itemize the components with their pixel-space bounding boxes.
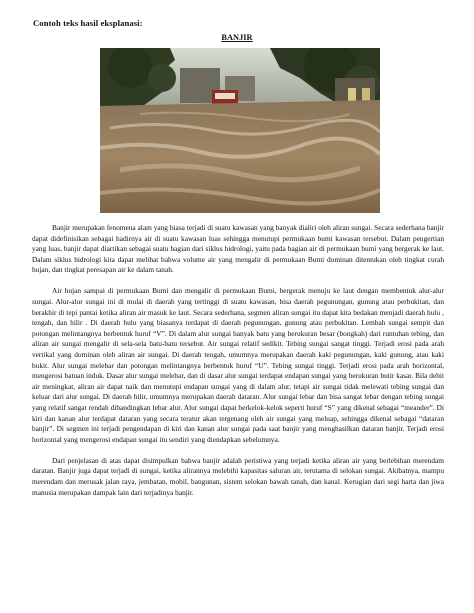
- paragraph: Banjir merupakan fenomena alam yang biasa terjadi di suatu kawasan yang banyak dialiri oleh aliran sungai. Secara sederhana banjir dapat didefinisikan sebagai hadirnya air di suatu kawasan luas sehingga menutupi permukaan bumi kawasan tersebut. Dalam pengertian yang luas, banjir dapat diartikan sebagai suatu bagian dari siklus hidrologi, yaitu pada bagian air di permukaan bumi yang bergerak ke laut. Dalam siklus hidrologi kita dapat melihat bahwa volume air yang mengalir di permukaan Bumi dominan ditentukan oleh tingkat curah hujan, dan tingkat peresapan air ke dalam tanah.: [32, 223, 444, 275]
- flood-photo: [100, 48, 380, 213]
- document-title: BANJIR: [221, 33, 253, 42]
- document-body: [32, 223, 444, 509]
- paragraph: Air hujan sampai di permukaan Bumi dan mengalir di permukaan Bumi, bergerak menuju ke laut dengan membentuk alur-alur sungai. Alur-alur sungai ini di mulai di daerah yang tertinggi di suatu kawasan, bisa daerah pegunungan, gunung atau perbukitan, dan berakhir di tepi pantai ketika aliran air masuk ke laut. Secara sederhana, segmen aliran sungai itu dapat kita bedakan menjadi daerah hulu , tengah, dan hilir . Di daerah hulu yang biasanya terdapat di daerah pegunungan, gunung atau perbukitan. Lembah sungai sempit dan potongan melintangnya berbentuk huruf “V”. Di dalam alur sungai banyak batu yang berukuran besar (bongkah) dari runtuhan tebing, dan aliran air sungai mengalir di sela-sela batu-batu tersebut. Air sungai relatif sedikit. Tebing sungai sangat tinggi. Terjadi erosi pada arah vertikal yang dominan oleh aliran air sungai. Di daerah tengah, umumnya merupakan daerah kaki pegunungan, kaki gunung, atau kaki bukit. Alur sungai melebar dan potongan melintangnya berbentuk huruf “U”. Tebing sungai tinggi. Terjadi erosi pada arah horizontal, mengerosi batuan induk. Dasar alur sungai melebar, dan di dasar alur sungai terdapat endapan sungai yang berukuran butir kasar. Bila debit air meningkat, aliran air dapat naik dan menutupi endapan sungai yang di dalam alur, tetapi air sungai tidak melewati tebing sungai dan keluar dari alur sungai. Di daerah hilir, umumnya merupakan daerah dataran. Alur sungai lebar dan bisa sangat lebar dengan tebing sungai yang relatif sangat rendah dibandingkan lebar alur. Alur sungai dapat berkelok-kelok seperti huruf “S” yang dikenal sebagai “meander”. Di kiri dan kanan alur terdapat dataran yang secara teratur akan tergenang oleh air sungai yang meluap, sehingga dikenal sebagai “dataran banjir”. Di segmen ini terjadi pengendapan di kiri dan kanan alur sungai pada saat banjir yang menghasilkan dataran banjir. Terjadi erosi horizontal yang mengerosi endapan sungai itu sendiri yang diendapkan sebelumnya.: [32, 286, 444, 444]
- paragraph: Dari penjelasan di atas dapat disimpulkan bahwa banjir adalah peristiwa yang terjadi ketika aliran air yang berlebihan merendam daratan. Banjir juga dapat terjadi di sungai, ketika alirannya melebihi kapasitas saluran air, terutama di selokan sungai. Akibatnya, mampu merendam dan merusak jalan raya, jembatan, mobil, bangunan, sistem selokan bawah tanah, dan kanal. Kerugian dari segi harta dan jiwa manusia merupakan dampak lain dari terjadinya banjir.: [32, 455, 444, 497]
- document-heading: Contoh teks hasil eksplanasi:: [33, 18, 143, 28]
- flood-photo-illustration: [100, 48, 380, 213]
